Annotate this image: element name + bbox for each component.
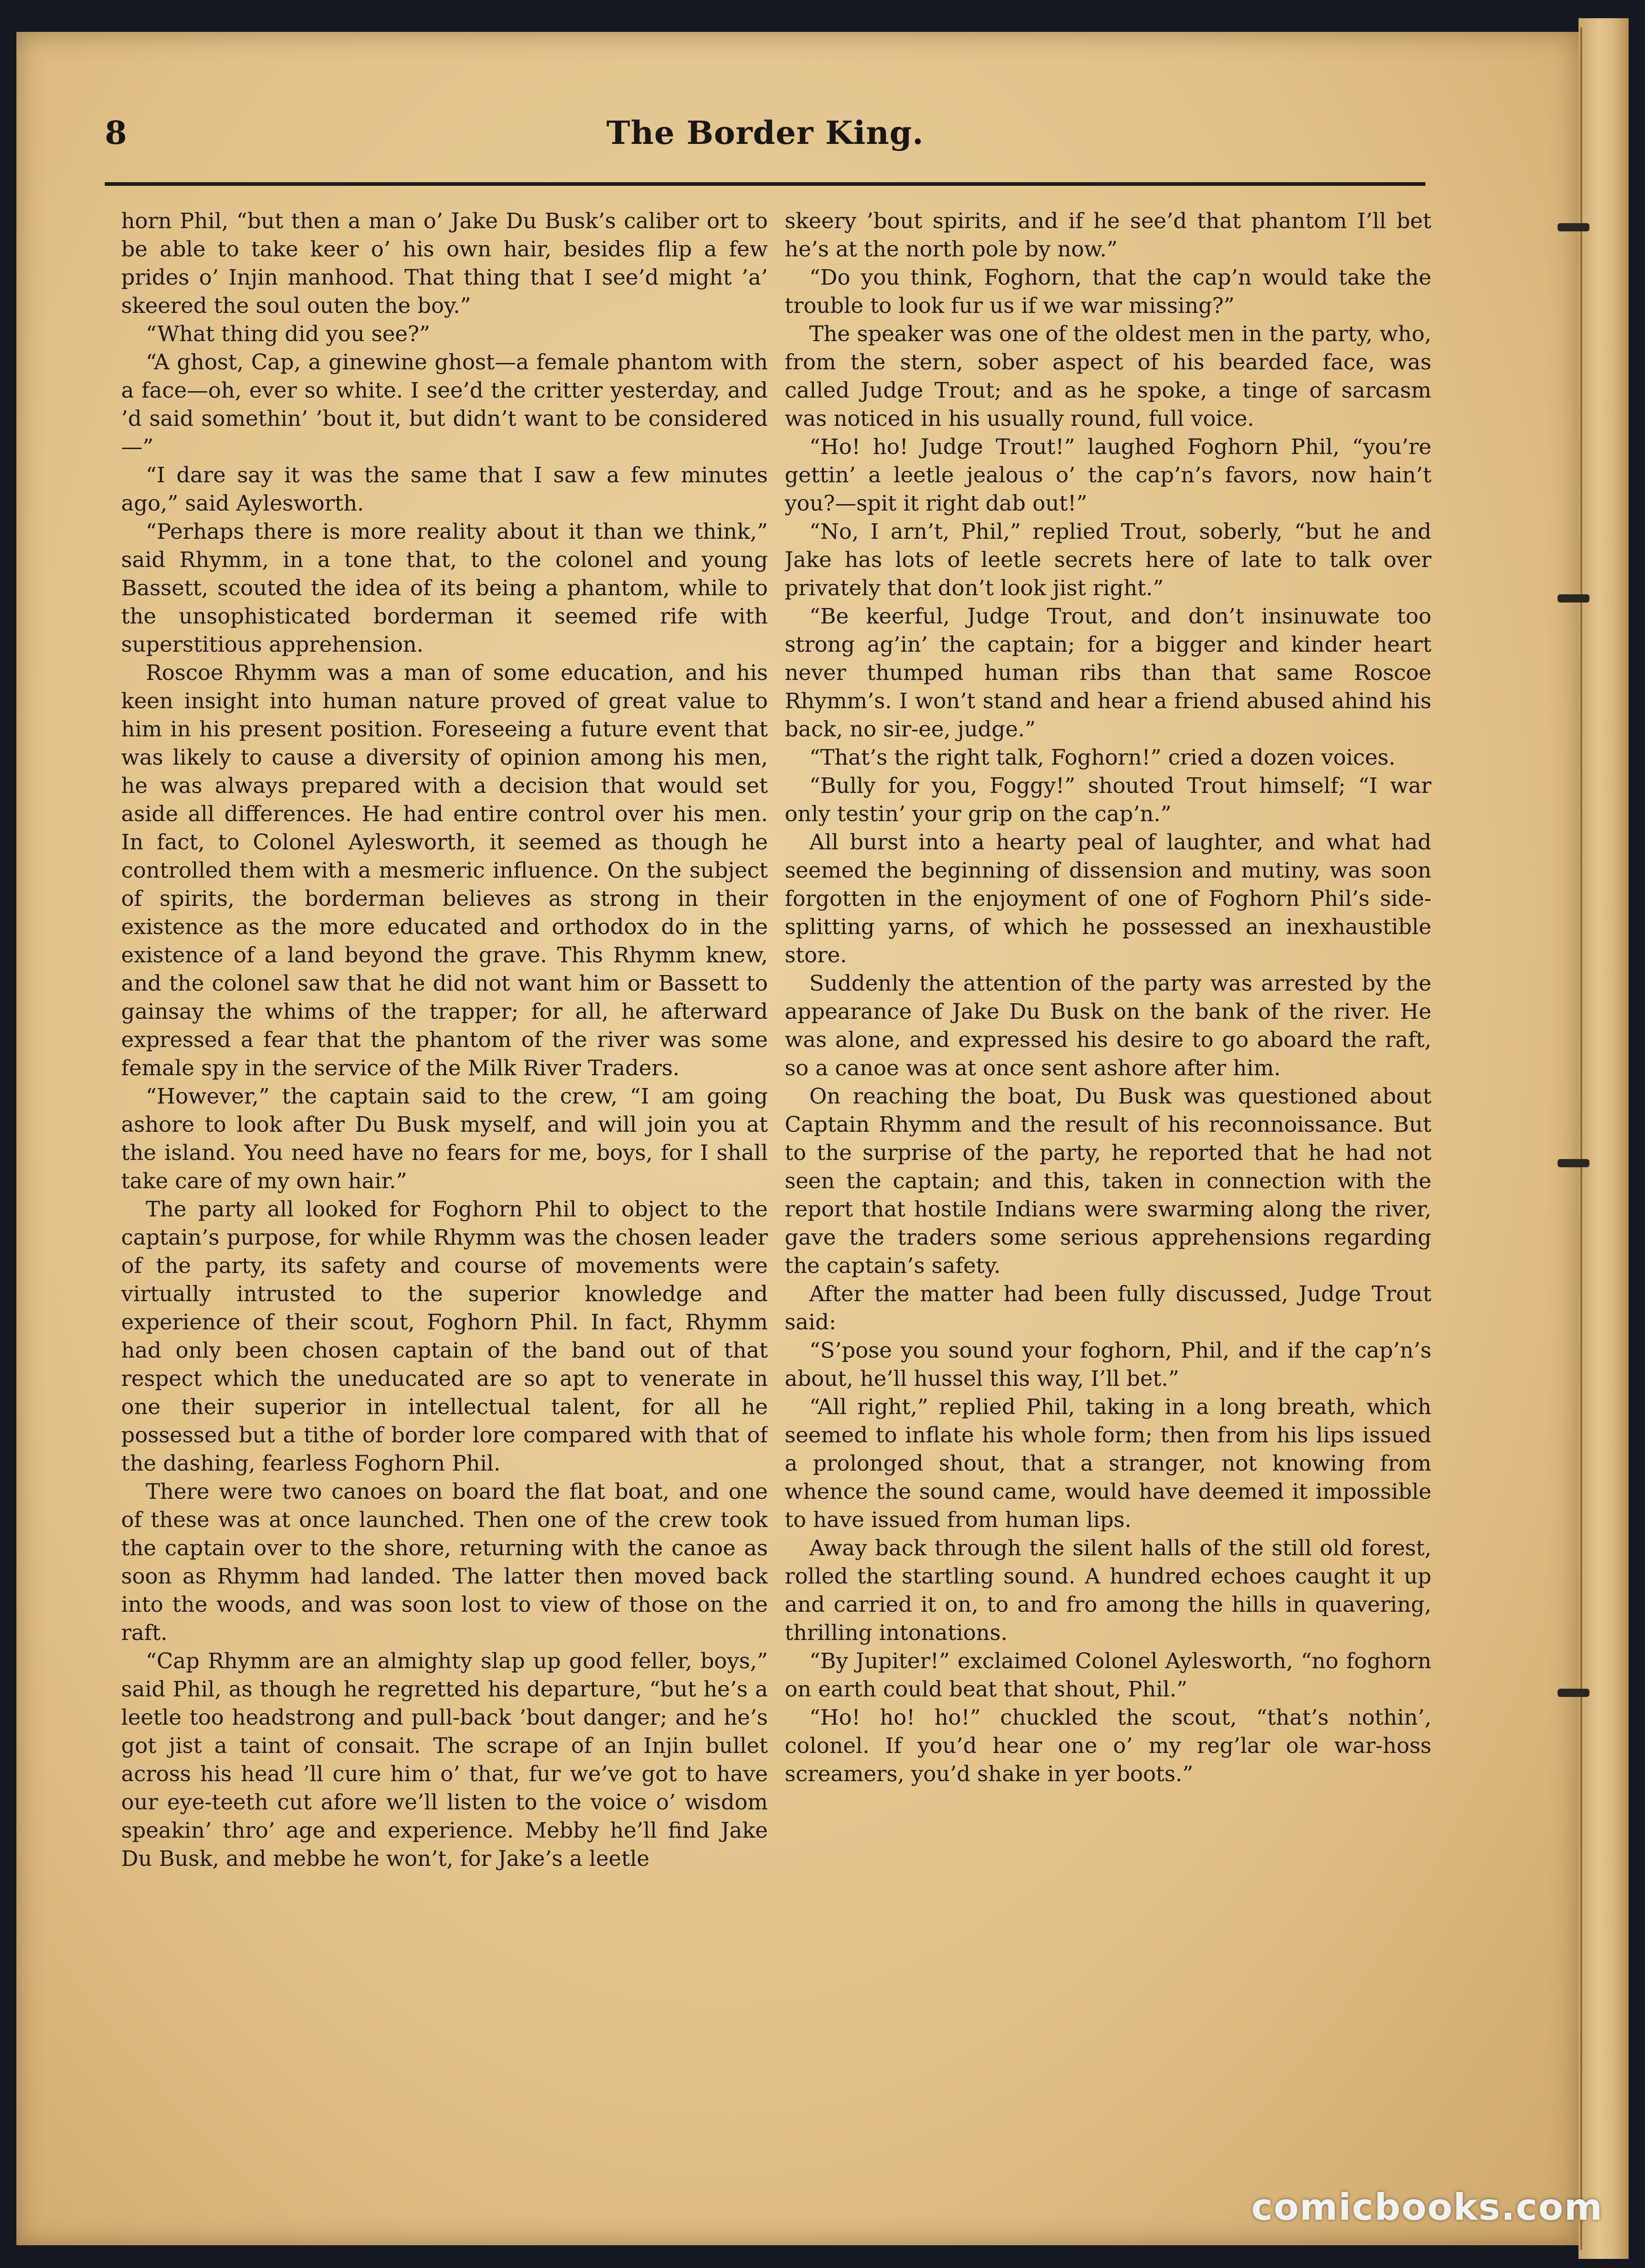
paragraph: “Ho! ho! Judge Trout!” laughed Foghorn Phil, “you’re gettin’ a leetle jealous o’ the cap’n’s favors, now hain’t you?—spit it right dab out!” (785, 434, 1431, 516)
page-header (105, 114, 1425, 164)
paragraph: “No, I arn’t, Phil,” replied Trout, soberly, “but he and Jake has lots of leetle secrets here of late to talk over privately that don’t look jist right.” (785, 519, 1431, 601)
paragraph: “Bully for you, Foggy!” shouted Trout himself; “I war only testin’ your grip on the cap’n.” (785, 773, 1431, 827)
paragraph: There were two canoes on board the flat boat, and one of these was at once launched. Then one of the crew took the captain over to the shore, returning with the canoe as soon as Rhymm had landed. The latter then moved back into the woods, and was soon lost to view of those on the raft. (121, 1479, 768, 1645)
paragraph: “I dare say it was the same that I saw a few minutes ago,” said Aylesworth. (121, 463, 768, 516)
watermark: comicbooks.com (1251, 2186, 1603, 2228)
paragraph: horn Phil, “but then a man o’ Jake Du Busk’s caliber ort to be able to take keer o’ his own hair, besides flip a few prides o’ Injin manhood. That thing that I see’d might ’a’ skeered the soul outen the boy.” (121, 209, 768, 318)
header-rule (105, 182, 1425, 186)
staple-2 (1558, 594, 1589, 603)
paragraph: Roscoe Rhymm was a man of some education, and his keen insight into human nature proved of great value to him in his present position. Foreseeing a future event that was likely to cause a diversity of opinion among his men, he was always prepared with a decision that would set aside all differences. He had entire control over his men. In fact, to Colonel Aylesworth, it seemed as though he controlled them with a mesmeric influence. On the subject of spirits, the borderman believes as strong in their existence as the more educated and orthodox do in the existence of a land beyond the grave. This Rhymm knew, and the colonel saw that he did not want him or Bassett to gainsay the whims of the trapper; for all, he afterward expressed a fear that the phantom of the river was some female spy in the service of the Milk River Traders. (121, 660, 768, 1081)
paragraph: The speaker was one of the oldest men in the party, who, from the stern, sober aspect of his bearded face, was called Judge Trout; and as he spoke, a tinge of sarcasm was noticed in his usually round, full voice. (785, 322, 1431, 431)
paragraph: The party all looked for Foghorn Phil to object to the captain’s purpose, for while Rhymm was the chosen leader of the party, its safety and course of movements were virtually intrusted to the superior knowledge and experience of their scout, Foghorn Phil. In fact, Rhymm had only been chosen captain of the band out of that respect which the uneducated are so apt to venerate in one their superior in intellectual talent, for all he possessed but a tithe of border lore compared with that of the dashing, fearless Foghorn Phil. (121, 1197, 768, 1476)
paragraph: “That’s the right talk, Foghorn!” cried a dozen voices. (809, 745, 1395, 770)
staple-1 (1558, 223, 1589, 231)
staple-3 (1558, 1159, 1589, 1167)
page-edge (1579, 18, 1629, 2259)
paragraph: “Do you think, Foghorn, that the cap’n would take the trouble to look fur us if we war missing?” (785, 265, 1431, 318)
paragraph: Suddenly the attention of the party was arrested by the appearance of Jake Du Busk on the bank of the river. He was alone, and expressed his desire to go aboard the raft, so a canoe was at once sent ashore after him. (785, 971, 1431, 1081)
paragraph: “By Jupiter!” exclaimed Colonel Aylesworth, “no foghorn on earth could beat that shout, Phil.” (785, 1649, 1431, 1702)
text-column-right (785, 207, 1431, 2134)
text-column-left (121, 207, 768, 2134)
paragraph: “All right,” replied Phil, taking in a long breath, which seemed to inflate his whole form; then from his lips issued a prolonged shout, that a stranger, not knowing from whence the sound came, would have deemed it impossible to have issued from human lips. (785, 1395, 1431, 1532)
paragraph: “Cap Rhymm are an almighty slap up good feller, boys,” said Phil, as though he regretted his departure, “but he’s a leetle too headstrong and pull-back ’bout danger; and he’s got jist a taint of consait. The scrape of an Injin bullet across his head ’ll cure him o’ that, fur we’ve got to have our eye-teeth cut afore we’ll listen to the voice o’ wisdom speakin’ thro’ age and experience. Mebby he’ll find Jake Du Busk, and mebbe he won’t, for Jake’s a leetle (121, 1649, 768, 1871)
paragraph: skeery ’bout spirits, and if he see’d that phantom I’ll bet he’s at the north pole by now.” (785, 209, 1431, 262)
spine-line (1580, 27, 1582, 2250)
paragraph: “S’pose you sound your foghorn, Phil, and if the cap’n’s about, he’ll hussel this way, I’ll bet.” (785, 1338, 1431, 1391)
staple-4 (1558, 1689, 1589, 1697)
paragraph: After the matter had been fully discussed, Judge Trout said: (785, 1282, 1431, 1335)
page-title: The Border King. (606, 114, 924, 152)
paragraph: “Be keerful, Judge Trout, and don’t insinuwate too strong ag’in’ the captain; for a bigger and kinder heart never thumped human ribs than that same Roscoe Rhymm’s. I won’t stand and hear a friend abused ahind his back, no sir-ee, judge.” (785, 604, 1431, 742)
paragraph: On reaching the boat, Du Busk was questioned about Captain Rhymm and the result of his reconnoissance. But to the surprise of the party, he reported that he had not seen the captain; and this, taken in connection with the report that hostile Indians were swarming along the river, gave the traders some serious apprehensions regarding the captain’s safety. (785, 1084, 1431, 1278)
paragraph: “Ho! ho! ho!” chuckled the scout, “that’s nothin’, colonel. If you’d hear one o’ my reg’lar ole war-hoss screamers, you’d shake in yer boots.” (785, 1705, 1431, 1787)
paragraph: “However,” the captain said to the crew, “I am going ashore to look after Du Busk myself, and will join you at the island. You need have no fears for me, boys, for I shall take care of my own hair.” (121, 1084, 768, 1194)
paragraph: “A ghost, Cap, a ginewine ghost—a female phantom with a face—oh, ever so white. I see’d the critter yesterday, and ’d said somethin’ ’bout it, but didn’t want to be considered—” (121, 350, 768, 460)
paragraph: Away back through the silent halls of the still old forest, rolled the startling sound. A hundred echoes caught it up and carried it on, to and fro among the hills in quavering, thrilling intonations. (785, 1536, 1431, 1645)
paragraph: “Perhaps there is more reality about it than we think,” said Rhymm, in a tone that, to the colonel and young Bassett, scouted the idea of its being a phantom, while to the unsophisticated borderman it seemed rife with superstitious apprehension. (121, 519, 768, 657)
paragraph: “What thing did you see?” (146, 322, 430, 347)
paragraph: All burst into a hearty peal of laughter, and what had seemed the beginning of dissension and mutiny, was soon forgotten in the enjoyment of one of Foghorn Phil’s side-splitting yarns, of which he possessed an inexhaustible store. (785, 830, 1431, 968)
page-number: 8 (105, 114, 127, 152)
